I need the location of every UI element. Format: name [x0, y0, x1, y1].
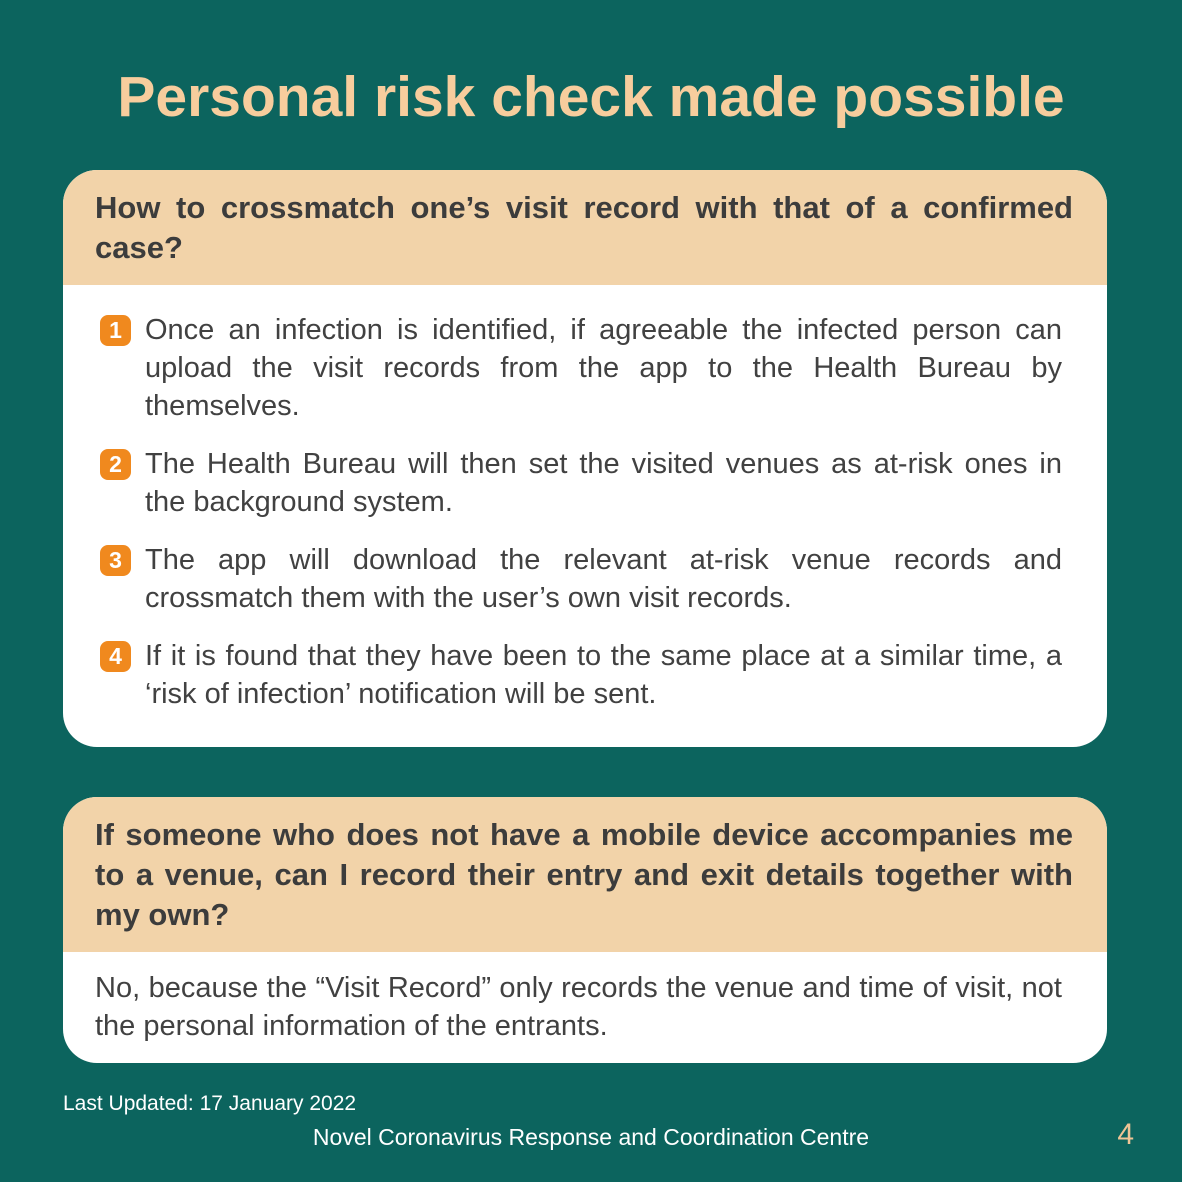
page-number: 4	[1117, 1118, 1134, 1151]
step-3-number-badge: 3	[100, 545, 131, 576]
step-1-text: Once an infection is identified, if agreeable the infected person can upload the visit records from the app to the Health Bureau by themselves.	[145, 314, 1062, 422]
faq1-question: How to crossmatch one’s visit record with that of a confirmed case?	[63, 170, 1107, 285]
step-2-text: The Health Bureau will then set the visited venues as at-risk ones in the background system.	[145, 448, 1062, 518]
step-2-number-badge: 2	[100, 449, 131, 480]
organization-name: Novel Coronavirus Response and Coordination Centre	[312, 1124, 870, 1150]
list-item	[100, 637, 1062, 713]
step-3-text: The app will download the relevant at-risk venue records and crossmatch them with the user’s own visit records.	[145, 544, 1062, 614]
faq2-answer: No, because the “Visit Record” only records the venue and time of visit, not the personal information of the entrants.	[95, 972, 1062, 1042]
list-item	[100, 445, 1062, 521]
step-4-text: If it is found that they have been to the same place at a similar time, a ‘risk of infection’ notification will be sent.	[145, 640, 1062, 710]
page-title: Personal risk check made possible	[117, 65, 1065, 129]
faq1-steps-list	[63, 285, 1107, 747]
faq-card-crossmatch	[63, 170, 1107, 747]
last-updated-text: Last Updated: 17 January 2022	[63, 1092, 357, 1115]
list-item	[100, 541, 1062, 617]
step-4-number-badge: 4	[100, 641, 131, 672]
step-1-number-badge: 1	[100, 315, 131, 346]
faq2-question: If someone who does not have a mobile device accompanies me to a venue, can I record their entry and exit details together with my own?	[63, 797, 1107, 952]
list-item	[100, 311, 1062, 425]
faq-card-companion	[63, 797, 1107, 1063]
